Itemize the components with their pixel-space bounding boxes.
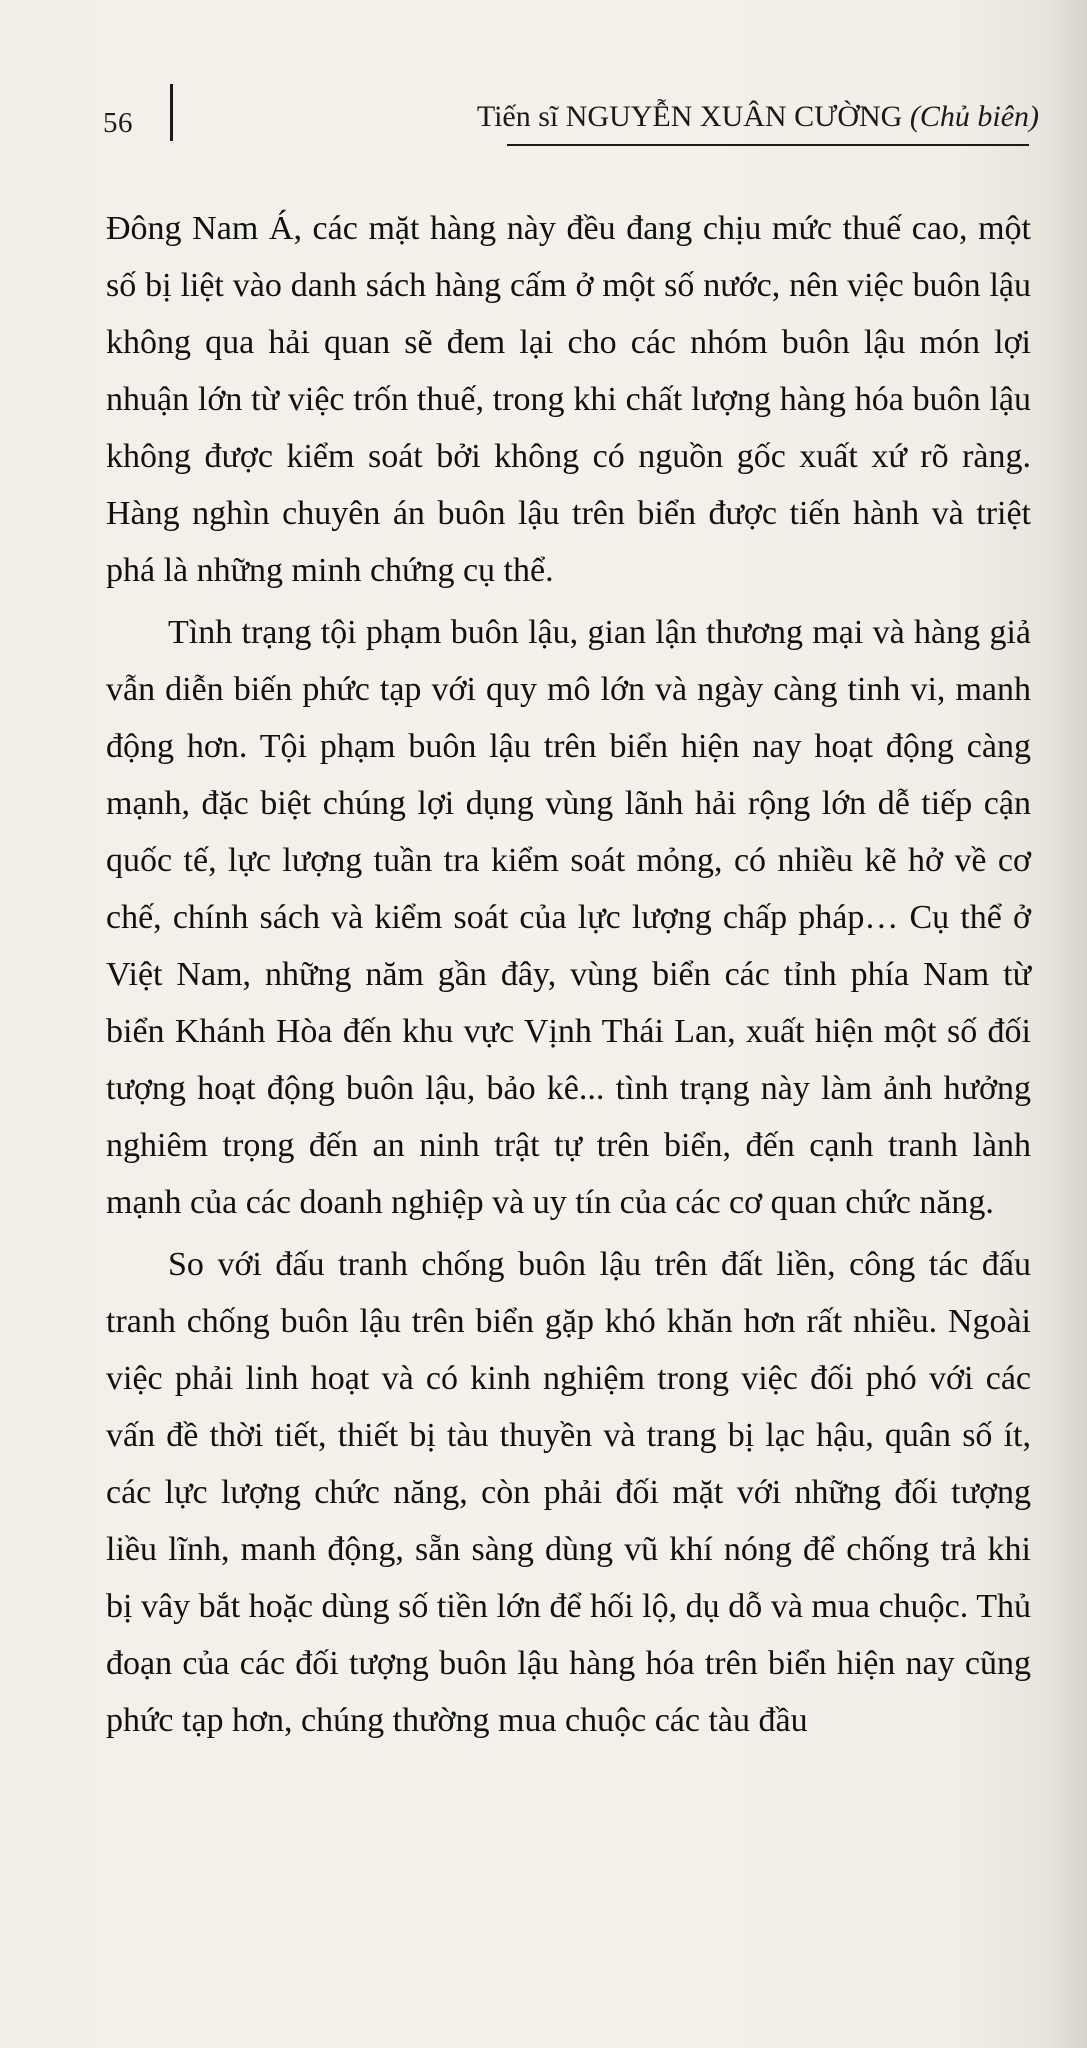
header-author: Tiến sĩ NGUYỄN XUÂN CƯỜNG (476, 100, 903, 133)
paragraph-continuation: Đông Nam Á, các mặt hàng này đều đang chịu mức thuế cao, một số bị liệt vào danh sách hàng cấm ở một số nước, nên việc buôn lậu không qua hải quan sẽ đem lại cho các nhóm buôn lậu món lợi nhuận lớn từ việc trốn thuế, trong khi chất lượng hàng hóa buôn lậu không được kiểm soát bởi không có nguồn gốc xuất xứ rõ ràng. Hàng nghìn chuyên án buôn lậu trên biển được tiến hành và triệt phá là những minh chứng cụ thể. (106, 210, 1031, 589)
paragraph: So với đấu tranh chống buôn lậu trên đất liền, công tác đấu tranh chống buôn lậu trên biển gặp khó khăn hơn rất nhiều. Ngoài việc phải linh hoạt và có kinh nghiệm trong việc đối phó với các vấn đề thời tiết, thiết bị tàu thuyền và trang bị lạc hậu, quân số ít, các lực lượng chức năng, còn phải đối mặt với những đối tượng liều lĩnh, manh động, sẵn sàng dùng vũ khí nóng để chống trả khi bị vây bắt hoặc dùng số tiền lớn để hối lộ, dụ dỗ và mua chuộc. Thủ đoạn của các đối tượng buôn lậu hàng hóa trên biển hiện nay cũng phức tạp hơn, chúng thường mua chuộc các tàu đầu (106, 1246, 1031, 1739)
page-number: 56 (103, 107, 133, 139)
running-header-title (477, 100, 1039, 134)
running-header (0, 0, 1087, 160)
header-underline (507, 144, 1029, 146)
header-editor-note: (Chủ biên) (909, 100, 1039, 133)
paragraph: Tình trạng tội phạm buôn lậu, gian lận thương mại và hàng giả vẫn diễn biến phức tạp với quy mô lớn và ngày càng tinh vi, manh động hơn. Tội phạm buôn lậu trên biển hiện nay hoạt động càng mạnh, đặc biệt chúng lợi dụng vùng lãnh hải rộng lớn dễ tiếp cận quốc tế, lực lượng tuần tra kiểm soát mỏng, có nhiều kẽ hở về cơ chế, chính sách và kiểm soát của lực lượng chấp pháp… Cụ thể ở Việt Nam, những năm gần đây, vùng biển các tỉnh phía Nam từ biển Khánh Hòa đến khu vực Vịnh Thái Lan, xuất hiện một số đối tượng hoạt động buôn lậu, bảo kê... tình trạng này làm ảnh hưởng nghiêm trọng đến an ninh trật tự trên biển, đến cạnh tranh lành mạnh của các doanh nghiệp và uy tín của các cơ quan chức năng. (106, 614, 1031, 1221)
body-text (106, 200, 1031, 1754)
header-vertical-rule (170, 84, 173, 141)
